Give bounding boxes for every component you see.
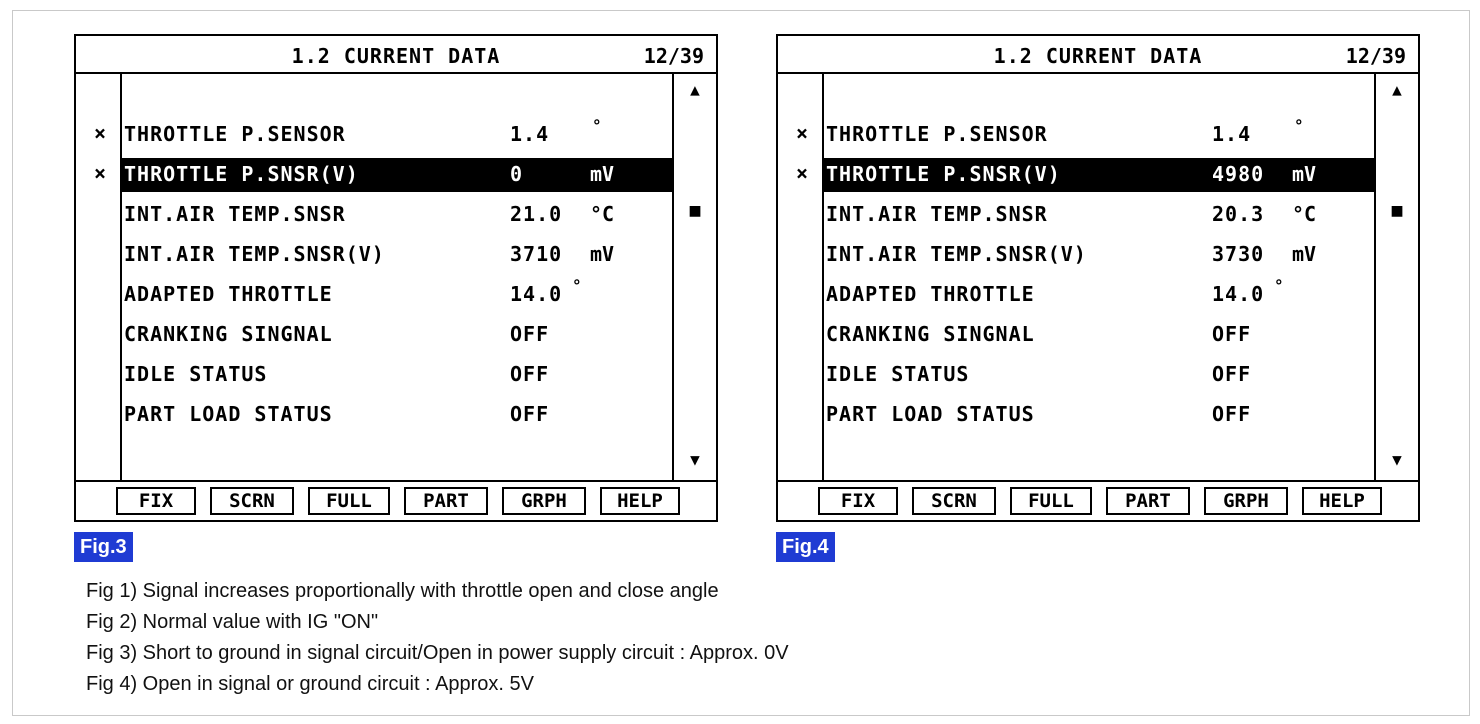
page-indicator: 12/39 <box>643 44 704 68</box>
data-row[interactable] <box>76 118 674 150</box>
data-row[interactable] <box>778 118 1376 150</box>
function-key-bar <box>778 480 1418 520</box>
param-label: INT.AIR TEMP.SNSR <box>124 202 346 226</box>
param-unit: mV <box>590 162 615 186</box>
scrn-button[interactable]: SCRN <box>912 487 996 515</box>
param-value: OFF <box>1212 402 1252 426</box>
scanner-screen-fig4 <box>776 34 1420 522</box>
screen-title: 1.2 CURRENT DATA <box>291 44 501 68</box>
data-row[interactable] <box>778 238 1376 270</box>
param-value: 3730 <box>1212 242 1265 266</box>
scrn-button[interactable]: SCRN <box>210 487 294 515</box>
data-row-selected[interactable] <box>76 158 674 190</box>
fix-button[interactable]: FIX <box>116 487 196 515</box>
scanner-screen-fig3 <box>74 34 718 522</box>
title-bar <box>76 36 716 74</box>
param-value: OFF <box>1212 322 1252 346</box>
param-label: CRANKING SINGNAL <box>124 322 333 346</box>
page-indicator: 12/39 <box>1345 44 1406 68</box>
data-row[interactable] <box>778 278 1376 310</box>
param-value: 20.3 <box>1212 202 1265 226</box>
note-line: Fig 3) Short to ground in signal circuit/Open in power supply circuit : Approx. 0V <box>86 642 789 664</box>
param-unit: mV <box>1292 162 1317 186</box>
param-label: IDLE STATUS <box>124 362 268 386</box>
fixed-mark: × <box>795 121 809 145</box>
param-value: 1.4 <box>1212 122 1252 146</box>
scroll-thumb-icon[interactable]: ■ <box>1391 200 1403 221</box>
param-unit: ° <box>1274 276 1284 295</box>
screen-title: 1.2 CURRENT DATA <box>993 44 1203 68</box>
param-value: OFF <box>1212 362 1252 386</box>
param-unit: °C <box>1292 202 1317 226</box>
data-row[interactable] <box>76 318 674 350</box>
fixed-mark: × <box>93 161 107 185</box>
param-value: 3710 <box>510 242 563 266</box>
grph-button[interactable]: GRPH <box>1204 487 1288 515</box>
param-label: PART LOAD STATUS <box>826 402 1035 426</box>
figure-notes <box>86 576 789 700</box>
note-line: Fig 1) Signal increases proportionally with throttle open and close angle <box>86 580 719 602</box>
scrollbar[interactable] <box>1376 74 1418 480</box>
function-key-bar <box>76 480 716 520</box>
param-value: 14.0 <box>1212 282 1265 306</box>
param-value: 14.0 <box>510 282 563 306</box>
param-label: THROTTLE P.SNSR(V) <box>826 162 1061 186</box>
data-row[interactable] <box>778 398 1376 430</box>
param-label: PART LOAD STATUS <box>124 402 333 426</box>
param-label: INT.AIR TEMP.SNSR <box>826 202 1048 226</box>
note-line: Fig 2) Normal value with IG "ON" <box>86 611 379 633</box>
param-label: ADAPTED THROTTLE <box>124 282 333 306</box>
figure-label: Fig.3 <box>74 532 133 562</box>
part-button[interactable]: PART <box>1106 487 1190 515</box>
fixed-mark: × <box>795 161 809 185</box>
scroll-thumb-icon[interactable]: ■ <box>689 200 701 221</box>
param-value: OFF <box>510 322 550 346</box>
param-label: INT.AIR TEMP.SNSR(V) <box>124 242 385 266</box>
title-bar <box>778 36 1418 74</box>
data-row[interactable] <box>778 198 1376 230</box>
data-row-selected[interactable] <box>778 158 1376 190</box>
help-button[interactable]: HELP <box>600 487 680 515</box>
param-unit: ° <box>592 116 602 135</box>
param-unit: ° <box>572 276 582 295</box>
param-value: 21.0 <box>510 202 563 226</box>
param-value: 4980 <box>1212 162 1265 186</box>
param-unit: mV <box>1292 242 1317 266</box>
param-value: OFF <box>510 362 550 386</box>
data-row[interactable] <box>76 278 674 310</box>
full-button[interactable]: FULL <box>1010 487 1092 515</box>
param-label: INT.AIR TEMP.SNSR(V) <box>826 242 1087 266</box>
help-button[interactable]: HELP <box>1302 487 1382 515</box>
param-value: 0 <box>510 162 524 186</box>
arrow-down-icon[interactable]: ▼ <box>690 450 700 469</box>
part-button[interactable]: PART <box>404 487 488 515</box>
param-unit: mV <box>590 242 615 266</box>
param-label: ADAPTED THROTTLE <box>826 282 1035 306</box>
fix-button[interactable]: FIX <box>818 487 898 515</box>
fixed-mark: × <box>93 121 107 145</box>
param-unit: ° <box>1294 116 1304 135</box>
grph-button[interactable]: GRPH <box>502 487 586 515</box>
data-row[interactable] <box>778 358 1376 390</box>
arrow-down-icon[interactable]: ▼ <box>1392 450 1402 469</box>
param-label: THROTTLE P.SENSOR <box>124 122 346 146</box>
param-unit: °C <box>590 202 615 226</box>
param-label: IDLE STATUS <box>826 362 970 386</box>
data-row[interactable] <box>778 318 1376 350</box>
note-line: Fig 4) Open in signal or ground circuit : Approx. 5V <box>86 673 535 695</box>
arrow-up-icon[interactable]: ▲ <box>1392 80 1402 99</box>
param-label: CRANKING SINGNAL <box>826 322 1035 346</box>
figure-label: Fig.4 <box>776 532 835 562</box>
data-row[interactable] <box>76 238 674 270</box>
data-row[interactable] <box>76 358 674 390</box>
data-row[interactable] <box>76 398 674 430</box>
param-value: OFF <box>510 402 550 426</box>
arrow-up-icon[interactable]: ▲ <box>690 80 700 99</box>
data-row[interactable] <box>76 198 674 230</box>
param-label: THROTTLE P.SNSR(V) <box>124 162 359 186</box>
scrollbar[interactable] <box>674 74 716 480</box>
param-label: THROTTLE P.SENSOR <box>826 122 1048 146</box>
full-button[interactable]: FULL <box>308 487 390 515</box>
param-value: 1.4 <box>510 122 550 146</box>
